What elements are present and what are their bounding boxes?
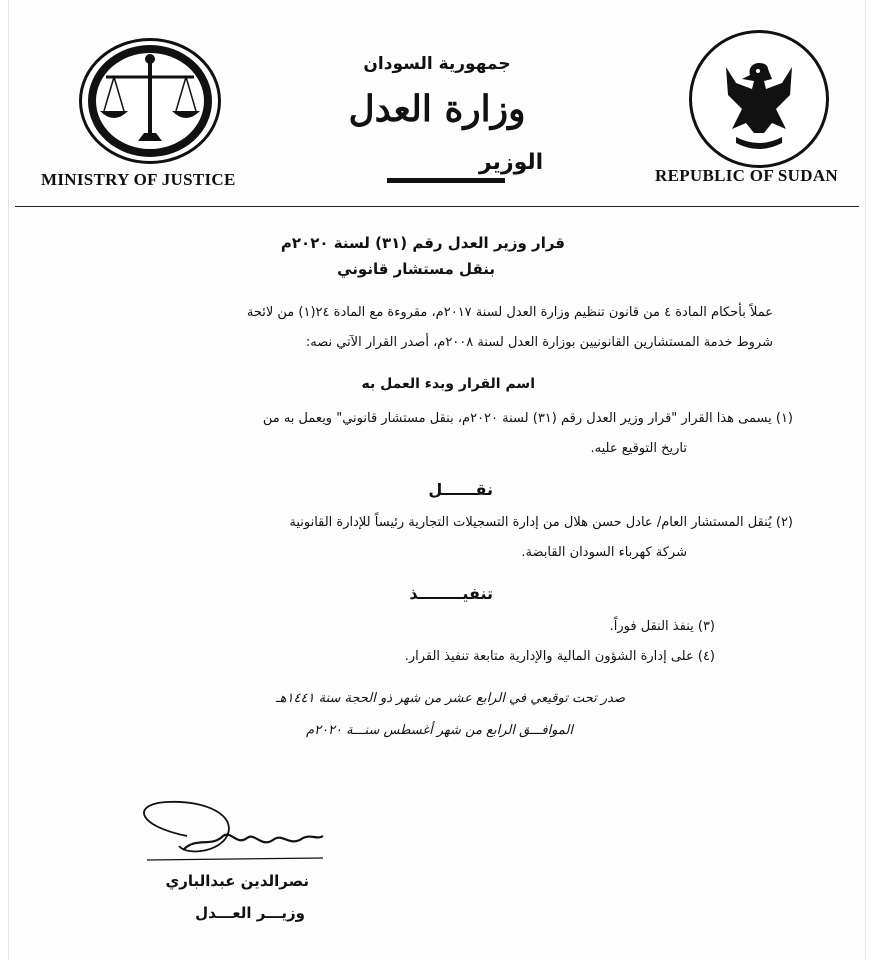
handwritten-signature bbox=[127, 796, 327, 876]
ministry-arabic-header: وزارة العدل bbox=[348, 88, 526, 130]
clause-2-line-1: (٢) يُنقل المستشار العام/ عادل حسن هلال من إدارة التسجيلات التجارية رئيساً للإدارة القانونية bbox=[289, 515, 793, 530]
section-heading-transfer: نقــــــل bbox=[428, 480, 493, 499]
signatory-name: نصرالدين عبدالباري bbox=[165, 872, 309, 890]
issuance-gregorian-date: الموافـــق الرابع من شهر أغسطس سنـــة ٢٠٢٠م bbox=[306, 723, 573, 738]
secretary-bird-emblem-icon bbox=[689, 30, 829, 168]
office-underline bbox=[387, 178, 505, 183]
signatory-title: وزيـــر العـــدل bbox=[195, 904, 305, 922]
document-page bbox=[8, 0, 866, 960]
clause-1-line-2: تاريخ التوقيع عليه. bbox=[590, 441, 687, 456]
decree-subtitle: بنقل مستشار قانوني bbox=[337, 260, 495, 278]
header-divider bbox=[15, 206, 859, 207]
minister-office-header: الوزير bbox=[479, 150, 544, 175]
decree-title: قرار وزير العدل رقم (٣١) لسنة ٢٠٢٠م bbox=[280, 234, 565, 252]
preamble-line-2: شروط خدمة المستشارين القانونيين بوزارة العدل لسنة ٢٠٠٨م، أصدر القرار الآتي نصه: bbox=[305, 335, 773, 350]
issuance-hijri-date: صدر تحت توقيعي في الرابع عشر من شهر ذو الحجة سنة ١٤٤١هـ bbox=[275, 691, 625, 706]
clause-1-line-1: (١) يسمى هذا القرار "قرار وزير العدل رقم (٣١) لسنة ٢٠٢٠م، بنقل مستشار قانوني" ويعمل به من bbox=[262, 411, 793, 426]
scales-of-justice-icon bbox=[79, 38, 221, 164]
republic-of-sudan-label: REPUBLIC OF SUDAN bbox=[655, 166, 838, 185]
clause-3: (٣) ينفذ النقل فوراً. bbox=[609, 619, 715, 634]
preamble-line-1: عملاً بأحكام المادة ٤ من قانون تنظيم وزارة العدل لسنة ٢٠١٧م، مقروءة مع المادة ٢٤(١) من لائحة bbox=[246, 305, 773, 320]
section-heading-implementation: تنفيــــــــذ bbox=[409, 584, 493, 603]
clause-2-line-2: شركة كهرباء السودان القابضة. bbox=[521, 545, 687, 560]
clause-4: (٤) على إدارة الشؤون المالية والإدارية متابعة تنفيذ القرار. bbox=[404, 649, 715, 664]
section-heading-name: اسم القرار وبدء العمل به bbox=[361, 376, 535, 392]
republic-arabic-header: جمهورية السودان bbox=[363, 54, 511, 74]
ministry-of-justice-label: MINISTRY OF JUSTICE bbox=[41, 170, 236, 189]
